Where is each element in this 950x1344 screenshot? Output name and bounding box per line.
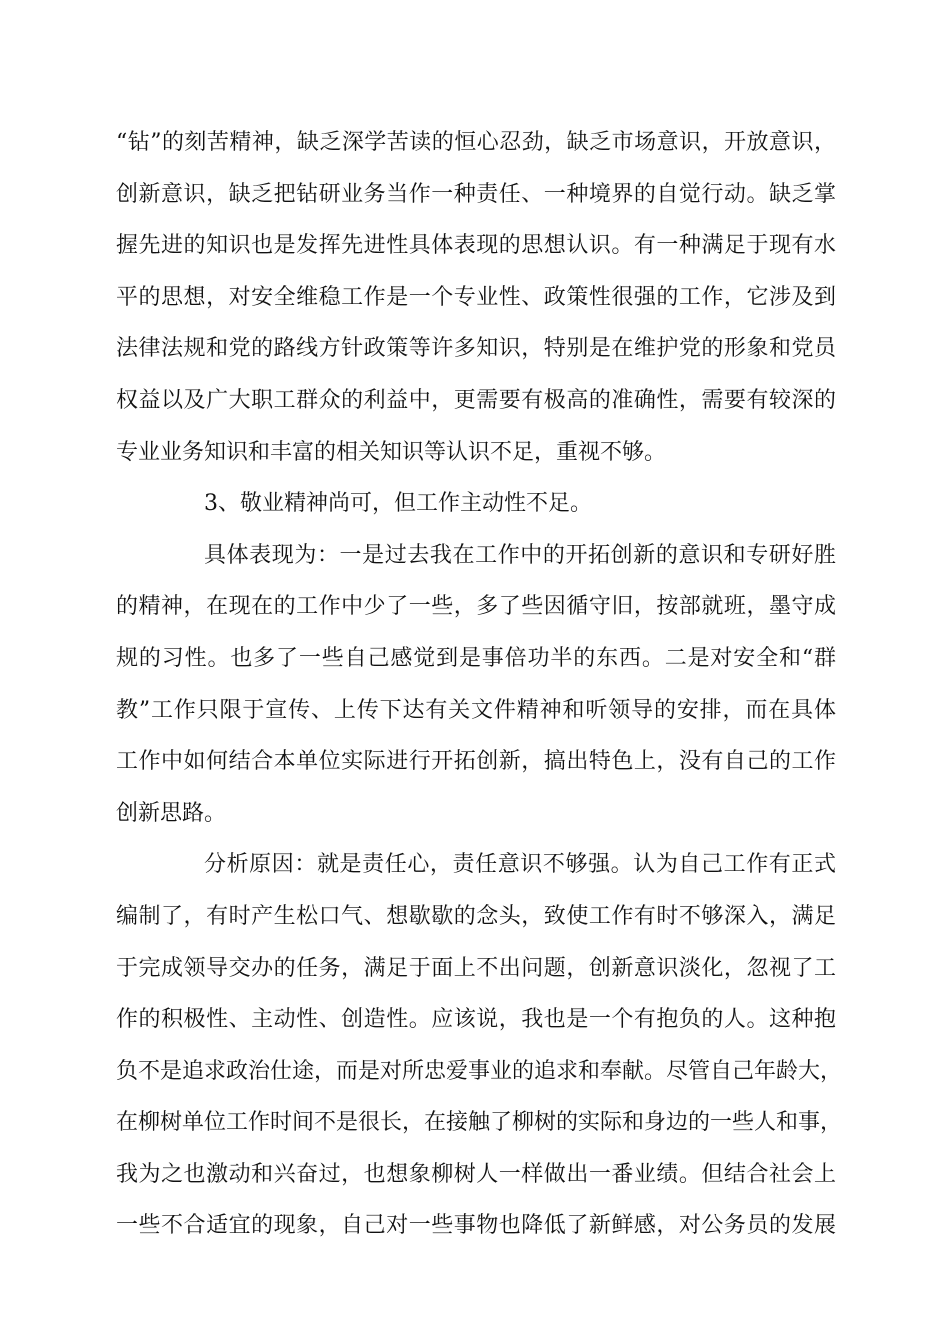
text-line: 负不是追求政治仕途，而是对所忠爱事业的追求和奉献。尽管自己年龄大，	[116, 1058, 843, 1084]
text-line: 作的积极性、主动性、创造性。应该说，我也是一个有抱负的人。这种抱	[116, 1007, 836, 1033]
document-body	[116, 117, 843, 1252]
text-line: 编制了，有时产生松口气、想歇歇的念头，致使工作有时不够深入，满足	[116, 903, 836, 929]
text-line: 平的思想，对安全维稳工作是一个专业性、政策性很强的工作，它涉及到	[116, 284, 836, 310]
text-line: 于完成领导交办的任务，满足于面上不出问题，创新意识淡化，忽视了工	[116, 955, 836, 981]
text-line: 教”工作只限于宣传、上传下达有关文件精神和听领导的安排，而在具体	[116, 697, 836, 723]
text-line: 的精神，在现在的工作中少了一些，多了些因循守旧，按部就班，墨守成	[116, 594, 836, 620]
text-line: 创新思路。	[116, 800, 227, 826]
text-line: 规的习性。也多了一些自己感觉到是事倍功半的东西。二是对安全和“群	[116, 645, 836, 671]
text-line: 握先进的知识也是发挥先进性具体表现的思想认识。有一种满足于现有水	[116, 233, 836, 259]
text-line: “钻”的刻苦精神，缺乏深学苦读的恒心忍劲，缺乏市场意识，开放意识，	[116, 130, 836, 155]
text-line: 权益以及广大职工群众的利益中，更需要有极高的准确性，需要有较深的	[116, 387, 836, 413]
text-line: 创新意识，缺乏把钻研业务当作一种责任、一种境界的自觉行动。缺乏掌	[116, 181, 836, 207]
text-line: 在柳树单位工作时间不是很长，在接触了柳树的实际和身边的一些人和事，	[116, 1110, 843, 1136]
text-line: 专业业务知识和丰富的相关知识等认识不足，重视不够。	[116, 439, 667, 465]
paragraph-first-line: 具体表现为：一是过去我在工作中的开拓创新的意识和专研好胜	[204, 542, 836, 568]
section-heading: 3、敬业精神尚可，但工作主动性不足。	[204, 491, 592, 517]
text-line: 法律法规和党的路线方针政策等许多知识，特别是在维护党的形象和党员	[116, 336, 836, 362]
text-line: 工作中如何结合本单位实际进行开拓创新，搞出特色上，没有自己的工作	[116, 749, 836, 775]
text-line: 我为之也激动和兴奋过，也想象柳树人一样做出一番业绩。但结合社会上	[116, 1161, 836, 1187]
paragraph-first-line: 分析原因：就是责任心，责任意识不够强。认为自己工作有正式	[204, 852, 836, 878]
text-line: 一些不合适宜的现象，自己对一些事物也降低了新鲜感，对公务员的发展	[116, 1213, 836, 1239]
